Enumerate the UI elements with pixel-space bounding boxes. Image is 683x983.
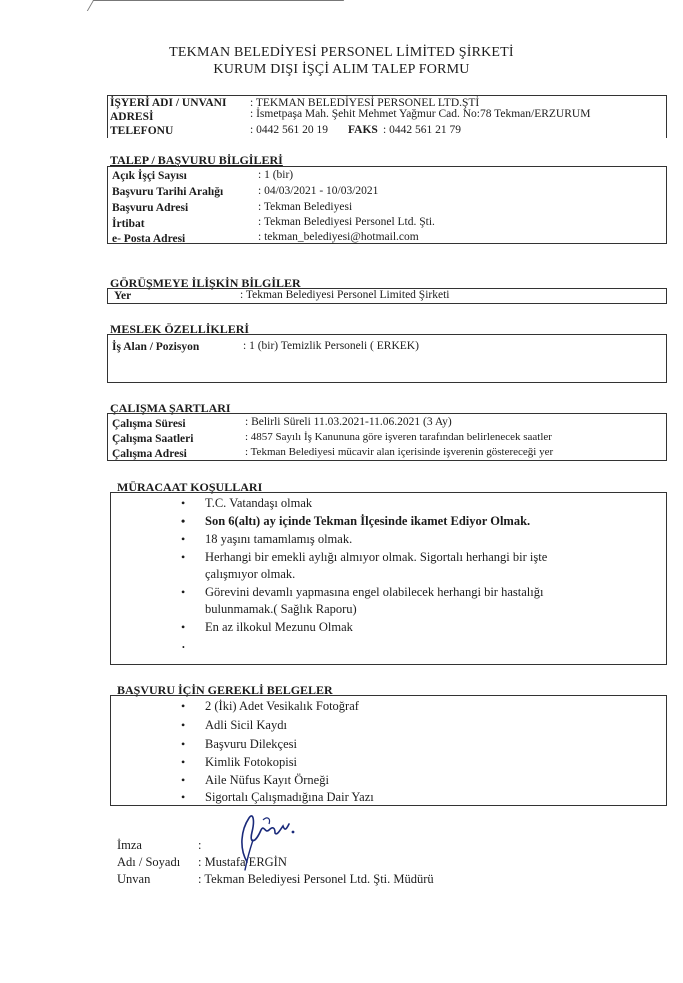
work-hours-label: Çalışma Saatleri	[112, 433, 194, 445]
title-value: : Tekman Belediyesi Personel Ltd. Şti. Müdürü	[198, 872, 434, 886]
work-address-value: : Tekman Belediyesi mücavir alan içerisinde işverenin göstereceği yer	[245, 446, 554, 458]
interview-place-value: : Tekman Belediyesi Personel Limited Şirketi	[240, 289, 450, 301]
list-item: • Kimlik Fotokopisi	[205, 755, 297, 770]
employer-name-label: İŞYERİ ADI / UNVANI	[110, 97, 227, 109]
signature-label: İmza	[117, 838, 142, 852]
conditions-heading: MÜRACAAT KOŞULLARI	[117, 480, 263, 494]
name-label: Adı / Soyadı	[117, 855, 181, 869]
list-item: • Son 6(altı) ay içinde Tekman İlçesinde ikamet Ediyor Olmak.	[205, 514, 530, 529]
application-address-label: Başvuru Adresi	[112, 202, 189, 214]
list-item: • Aile Nüfus Kayıt Örneği	[205, 773, 329, 788]
handwritten-signature	[225, 800, 315, 875]
list-item: • T.C. Vatandaşı olmak	[205, 496, 312, 511]
profession-heading: MESLEK ÖZELLİKLERİ	[110, 322, 250, 336]
list-item: • En az ilkokul Mezunu Olmak	[205, 620, 353, 635]
open-positions-label: Açık İşçi Sayısı	[112, 170, 187, 182]
form-title: KURUM DIŞI İŞÇİ ALIM TALEP FORMU	[213, 62, 470, 77]
list-item: • 18 yaşını tamamlamış olmak.	[205, 532, 352, 547]
contact-value: : Tekman Belediyesi Personel Ltd. Şti.	[258, 216, 435, 228]
list-item-continuation: çalışmıyor olmak.	[205, 567, 296, 581]
list-item: • Görevini devamlı yapmasına engel olabilecek herhangi bir hastalığı	[205, 585, 543, 600]
employer-fax-value: : 0442 561 21 79	[383, 124, 461, 136]
signature-colon: :	[198, 838, 202, 852]
work-hours-value: : 4857 Sayılı İş Kanununa göre işveren tarafından belirlenecek saatler	[245, 431, 552, 443]
employer-fax-label: FAKS	[348, 124, 378, 136]
contact-label: İrtibat	[112, 218, 145, 230]
open-positions-value: : 1 (bir)	[258, 169, 294, 181]
application-dates-value: : 04/03/2021 - 10/03/2021	[258, 185, 379, 197]
empty-bullet: •	[182, 643, 185, 652]
application-dates-label: Başvuru Tarihi Aralığı	[112, 186, 224, 198]
list-item: • Herhangi bir emekli aylığı almıyor olmak. Sigortalı herhangi bir işte	[205, 550, 547, 565]
employer-phone-label: TELEFONU	[110, 125, 174, 137]
email-label: e- Posta Adresi	[112, 233, 186, 245]
scan-edge-line	[87, 0, 344, 11]
work-duration-value: : Belirli Süreli 11.03.2021-11.06.2021 (3 Ay)	[245, 416, 452, 428]
list-item: • Adli Sicil Kaydı	[205, 718, 287, 733]
position-label: İş Alan / Pozisyon	[112, 341, 200, 353]
documents-box	[110, 695, 667, 806]
employer-name-value: : TEKMAN BELEDİYESİ PERSONEL LTD.ŞTİ	[250, 97, 480, 109]
list-item: • Sigortalı Çalışmadığına Dair Yazı	[205, 790, 374, 805]
employer-address-value: : İsmetpaşa Mah. Şehit Mehmet Yağmur Cad. No:78 Tekman/ERZURUM	[250, 108, 591, 120]
name-value: : Mustafa ERGİN	[198, 855, 287, 869]
application-address-value: : Tekman Belediyesi	[258, 201, 353, 213]
employer-phone-value: : 0442 561 20 19	[250, 124, 328, 136]
list-item: • 2 (İki) Adet Vesikalık Fotoğraf	[205, 699, 359, 714]
work-duration-label: Çalışma Süresi	[112, 418, 186, 430]
work-heading: ÇALIŞMA ŞARTLARI	[110, 401, 231, 415]
title-label: Unvan	[117, 872, 151, 886]
list-item-continuation: bulunmamak.( Sağlık Raporu)	[205, 602, 357, 616]
position-value: : 1 (bir) Temizlik Personeli ( ERKEK)	[243, 340, 419, 352]
list-item: • Başvuru Dilekçesi	[205, 737, 297, 752]
email-value: : tekman_belediyesi@hotmail.com	[258, 231, 419, 243]
form-org-title: TEKMAN BELEDİYESİ PERSONEL LİMİTED ŞİRKETİ	[169, 45, 514, 60]
interview-heading: GÖRÜŞMEYE İLİŞKİN BİLGİLER	[110, 276, 301, 290]
work-address-label: Çalışma Adresi	[112, 448, 187, 460]
interview-place-label: Yer	[114, 290, 132, 302]
employer-address-label: ADRESİ	[110, 111, 154, 123]
documents-heading: BAŞVURU İÇİN GEREKLİ BELGELER	[117, 683, 333, 697]
application-heading: TALEP / BAŞVURU BİLGİLERİ	[110, 153, 283, 167]
